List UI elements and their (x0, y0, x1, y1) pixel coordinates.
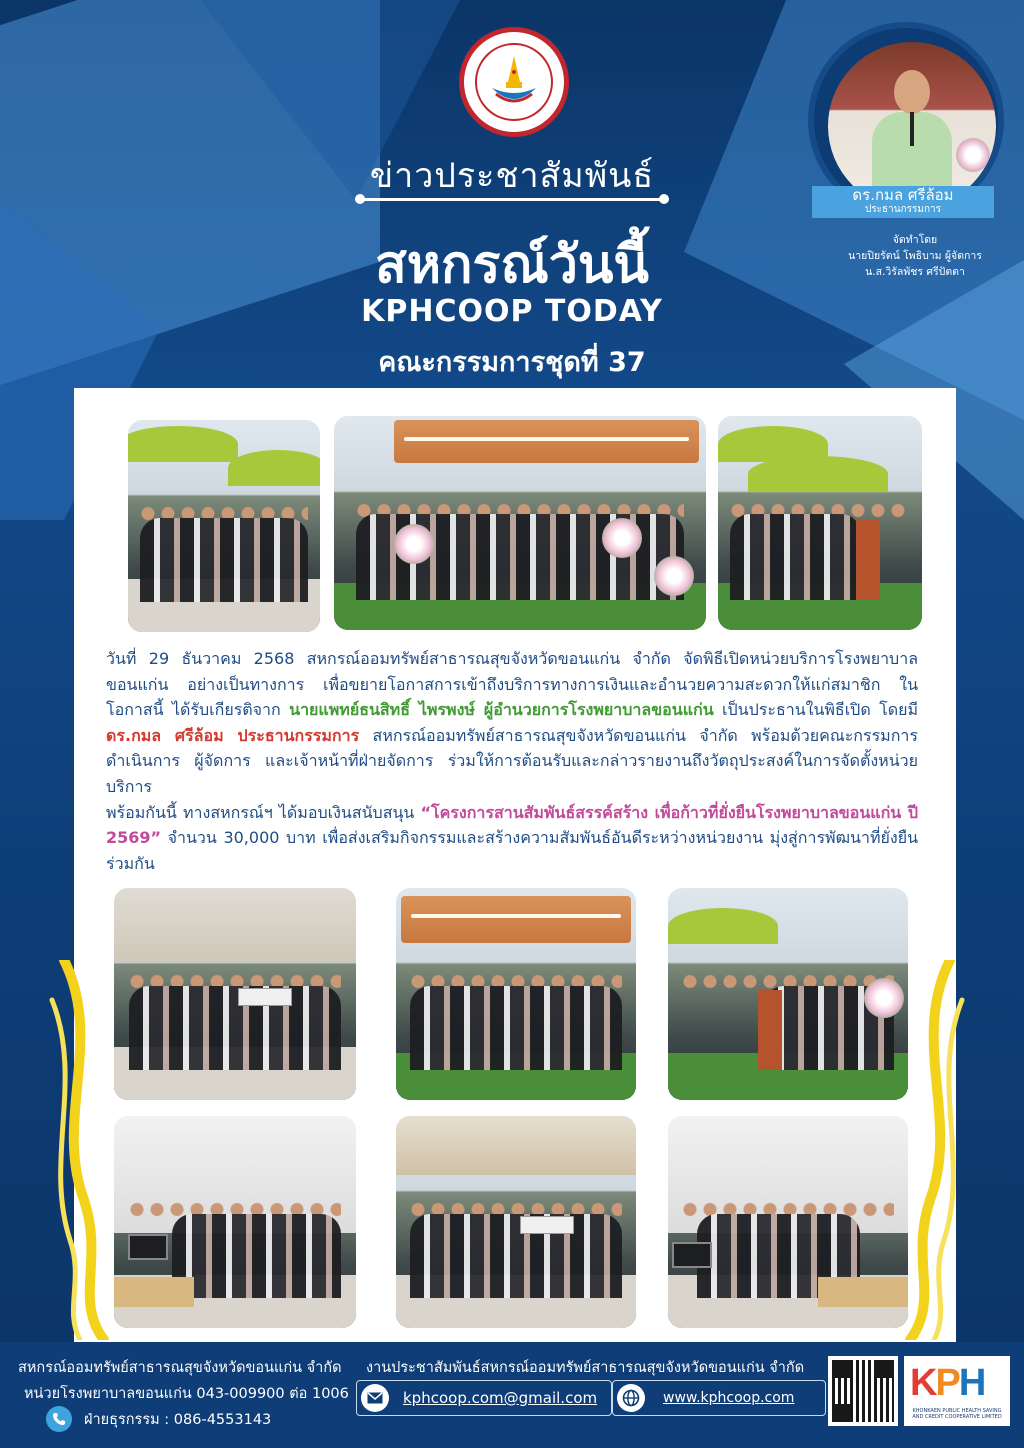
article-paragraph (106, 646, 918, 800)
footer-coop-name: สหกรณ์ออมทรัพย์สาธารณสุขจังหวัดขอนแก่น จำกัด (18, 1360, 342, 1376)
footer-unit-phone: หน่วยโรงพยาบาลขอนแก่น 043-009900 ต่อ 1006 (24, 1386, 349, 1402)
credits (820, 232, 1010, 280)
event-photo-cheque (114, 888, 356, 1100)
coop-logo (459, 27, 569, 137)
event-photo (128, 420, 320, 632)
chair-position: ประธานกรรมการ (864, 204, 942, 215)
ribbon-decoration (900, 960, 970, 1340)
email-address[interactable]: kphcoop.com@gmail.com (403, 1389, 598, 1407)
article-text: เป็นประธานในพิธีเปิด โดยมี (713, 700, 919, 720)
guest-of-honor: นายแพทย์ธนสิทธิ์ ไพรพงษ์ ผู้อำนวยการโรงพยาบาลขอนแก่น (289, 700, 714, 720)
header-divider (360, 198, 664, 201)
footer (0, 1342, 1024, 1448)
board-label: คณะกรรมการชุดที่ 37 (378, 347, 646, 378)
article-text: วันที่ 29 ธันวาคม 2568 สหกรณ์ออมทรัพย์สาธารณสุขจังหวัดขอนแก่น จำกัด จัดพิธีเปิดหน่วยบริการโรงพยาบาลขอนแก่น อย่างเป็นทางการ เพื่อขยายโอกาสการเข้าถึงบริการทางการเงินและอำนวยความสะดวกให้แก่สมาชิก ในโอกาสนี้ ได้รับเกียรติจาก (106, 649, 918, 720)
article-text: พร้อมกันนี้ ทางสหกรณ์ฯ ได้มอบเงินสนับสนุน (106, 802, 421, 822)
project-name: “โครงการสานสัมพันธ์สรรค์สร้าง เพื่อก้าวที่ยั่งยืนโรงพยาบาลขอนแก่น ปี 2569” (106, 802, 918, 848)
credits-line: นายปิยรัตน์ โพธิบาม ผู้จัดการ (848, 250, 982, 262)
ribbon-decoration (44, 960, 114, 1340)
website-url[interactable]: www.kphcoop.com (663, 1390, 795, 1406)
footer-pr-unit: งานประชาสัมพันธ์สหกรณ์ออมทรัพย์สาธารณสุขจังหวัดขอนแก่น จำกัด (366, 1360, 805, 1376)
page-title: สหกรณ์วันนี้ (375, 235, 649, 295)
event-photo-group (396, 888, 636, 1100)
kph-logo-subtitle: KHONKAEN PUBLIC HEALTH SAVING AND CREDIT COOPERATIVE LIMITED (912, 1408, 1002, 1420)
service-unit-photo (668, 1116, 908, 1328)
event-photo-speech (668, 888, 908, 1100)
article-text: จำนวน 30,000 บาท เพื่อส่งเสริมกิจกรรมและสร้างความสัมพันธ์อันดีระหว่างหน่วยงาน มุ่งสู่การพัฒนาที่ยั่งยืนร่วมกัน (106, 828, 918, 873)
chair-name: ดร.กมล ศรีล้อม (852, 186, 954, 204)
qr-code[interactable] (828, 1356, 898, 1426)
event-photo-cheque (396, 1116, 636, 1328)
article-body (106, 646, 918, 876)
event-photo (718, 416, 922, 630)
website-link[interactable] (612, 1380, 826, 1416)
kph-logo (904, 1356, 1010, 1426)
chair-mention: ดร.กมล ศรีล้อม ประธานกรรมการ (106, 725, 360, 745)
service-unit-photo (114, 1116, 356, 1328)
pr-label: ข่าวประชาสัมพันธ์ (369, 156, 655, 196)
footer-business-phone: ฝ่ายธุรกรรม : 086-4553143 (84, 1412, 272, 1428)
credits-line: น.ส.วิรัลพัชร ศรีปัตตา (865, 266, 965, 278)
article-text: สหกรณ์ออมทรัพย์สาธารณสุขจังหวัดขอนแก่น จำกัด พร้อมด้วยคณะกรรมการดำเนินการ ผู้จัดการ และเจ้าหน้าที่ฝ่ายจัดการ ร่วมให้การต้อนรับและกล่าวรายงานถึงวัตถุประสงค์ในการจัดตั้งหน่วยบริการ (106, 725, 918, 796)
kph-logo-text: KPH (910, 1362, 985, 1404)
page-subtitle: KPHCOOP TODAY (361, 294, 663, 329)
mail-icon (361, 1384, 389, 1412)
email-link[interactable] (356, 1380, 612, 1416)
article-paragraph (106, 800, 918, 877)
pagoda-emblem-icon (484, 52, 544, 112)
phone-icon (46, 1406, 72, 1432)
event-photo-ribbon-cutting (334, 416, 706, 630)
chair-nameplate (812, 186, 994, 218)
chair-photo (828, 42, 996, 210)
credits-label: จัดทำโดย (892, 234, 938, 246)
globe-icon (617, 1384, 645, 1412)
